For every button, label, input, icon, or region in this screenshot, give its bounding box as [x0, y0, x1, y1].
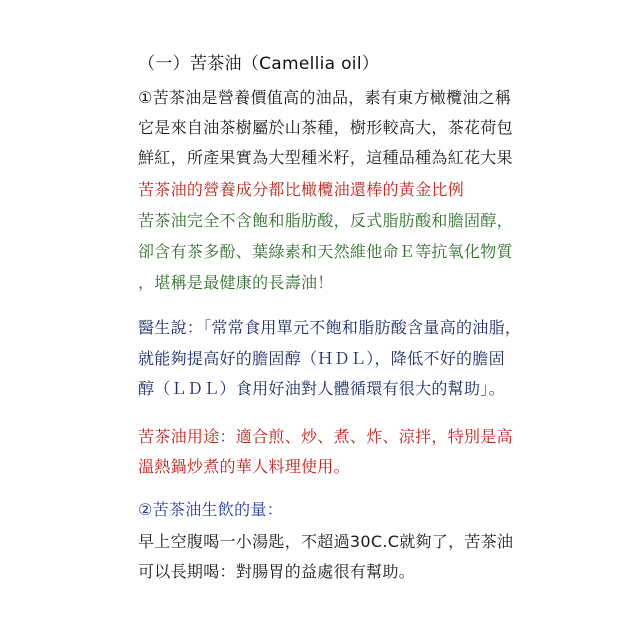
section-title: （一）苦茶油（Camellia oil） [138, 54, 380, 74]
intro-line-1: ①苦茶油是營養價值高的油品，素有東方橄欖油之稱 [138, 88, 512, 107]
section2-line-1: 早上空腹喝一小湯匙，不超過30C.C就夠了，苦茶油 [138, 532, 514, 551]
doctor-line-1: 醫生說：「常常食用單元不飽和脂肪酸含量高的油脂， [138, 318, 522, 337]
doctor-line-3: 醇（ＬＤＬ）食用好油對人體循環有很大的幫助」。 [138, 379, 505, 398]
benefits-line-2: 卻含有茶多酚、葉綠素和天然維他命Ｅ等抗氧化物質 [138, 242, 513, 261]
benefits-line-1: 苦茶油完全不含飽和脂肪酸，反式脂肪酸和膽固醇， [138, 211, 513, 230]
usage-line-2: 溫熱鍋炒煮的華人料理使用。 [138, 457, 350, 476]
doctor-line-2: 就能夠提高好的膽固醇（ＨＤＬ），降低不好的膽固 [138, 349, 505, 368]
section2-heading: ②苦茶油生飲的量： [138, 500, 284, 519]
intro-line-2: 它是來自油茶樹屬於山茶種，樹形較高大，茶花荷包 [138, 118, 513, 137]
intro-line-3: 鮮紅，所產果實為大型種米籽，這種品種為紅花大果 [138, 148, 513, 167]
section2-line-2: 可以長期喝：對腸胃的益處很有幫助。 [138, 562, 416, 581]
highlight-line: 苦茶油的營養成分都比橄欖油還棒的黃金比例 [138, 180, 465, 199]
usage-line-1: 苦茶油用途：適合煎、炒、煮、炸、涼拌，特別是高 [138, 427, 513, 446]
benefits-line-3: ，堪稱是最健康的長壽油！ [138, 273, 334, 292]
